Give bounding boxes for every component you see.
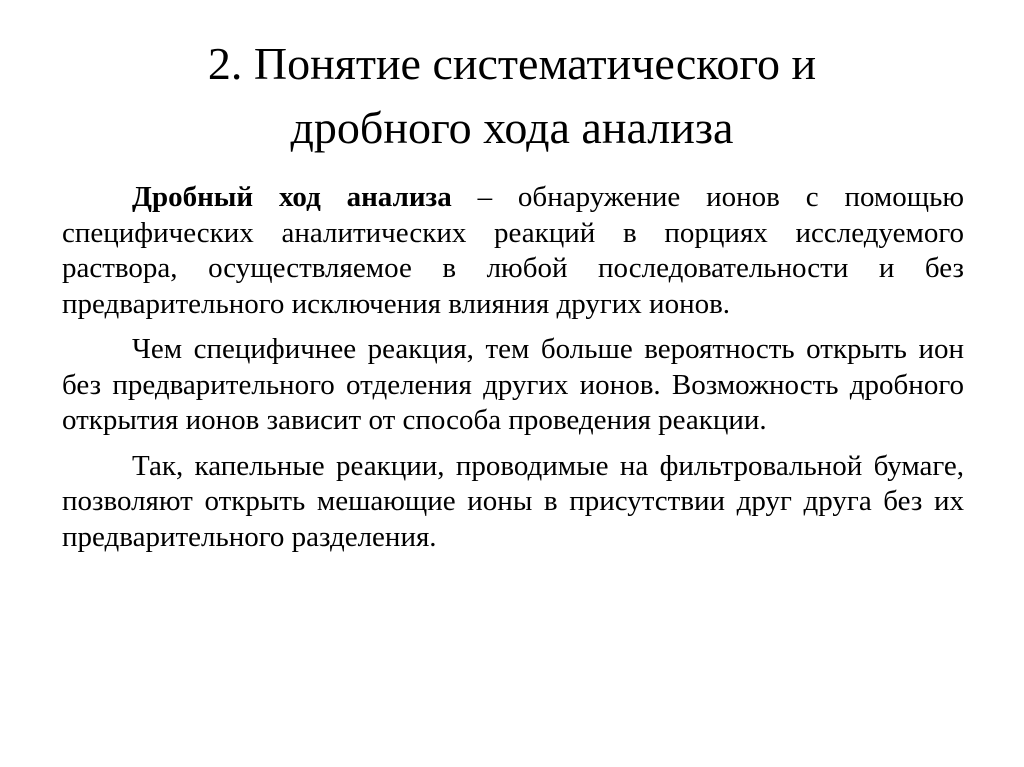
paragraph-drop-reactions: Так, капельные реакции, проводимые на фильтровальной бумаге, позволяют открыть мешающие ионы в присутствии друг друга без их предварительного разделения. — [62, 449, 964, 553]
paragraph-definition — [62, 180, 964, 322]
definition-text: – обнаружение ионов с помощью специфических аналитических реакций в порциях исследуемого раствора, осуществляемое в любой последовательности и без предварительного исключения влияния других ионов. — [62, 181, 964, 320]
slide-title-line-1: 2. Понятие систематического и — [207, 38, 817, 89]
paragraph-specificity: Чем специфичнее реакция, тем больше вероятность открыть ион без предварительного отделения других ионов. Возможность дробного открытия ионов зависит от способа проведения реакции. — [62, 333, 964, 436]
slide-title — [60, 32, 964, 160]
slide-body — [62, 180, 964, 555]
defined-term: Дробный ход анализа — [132, 181, 452, 213]
slide-title-line-2: дробного хода анализа — [290, 102, 734, 153]
